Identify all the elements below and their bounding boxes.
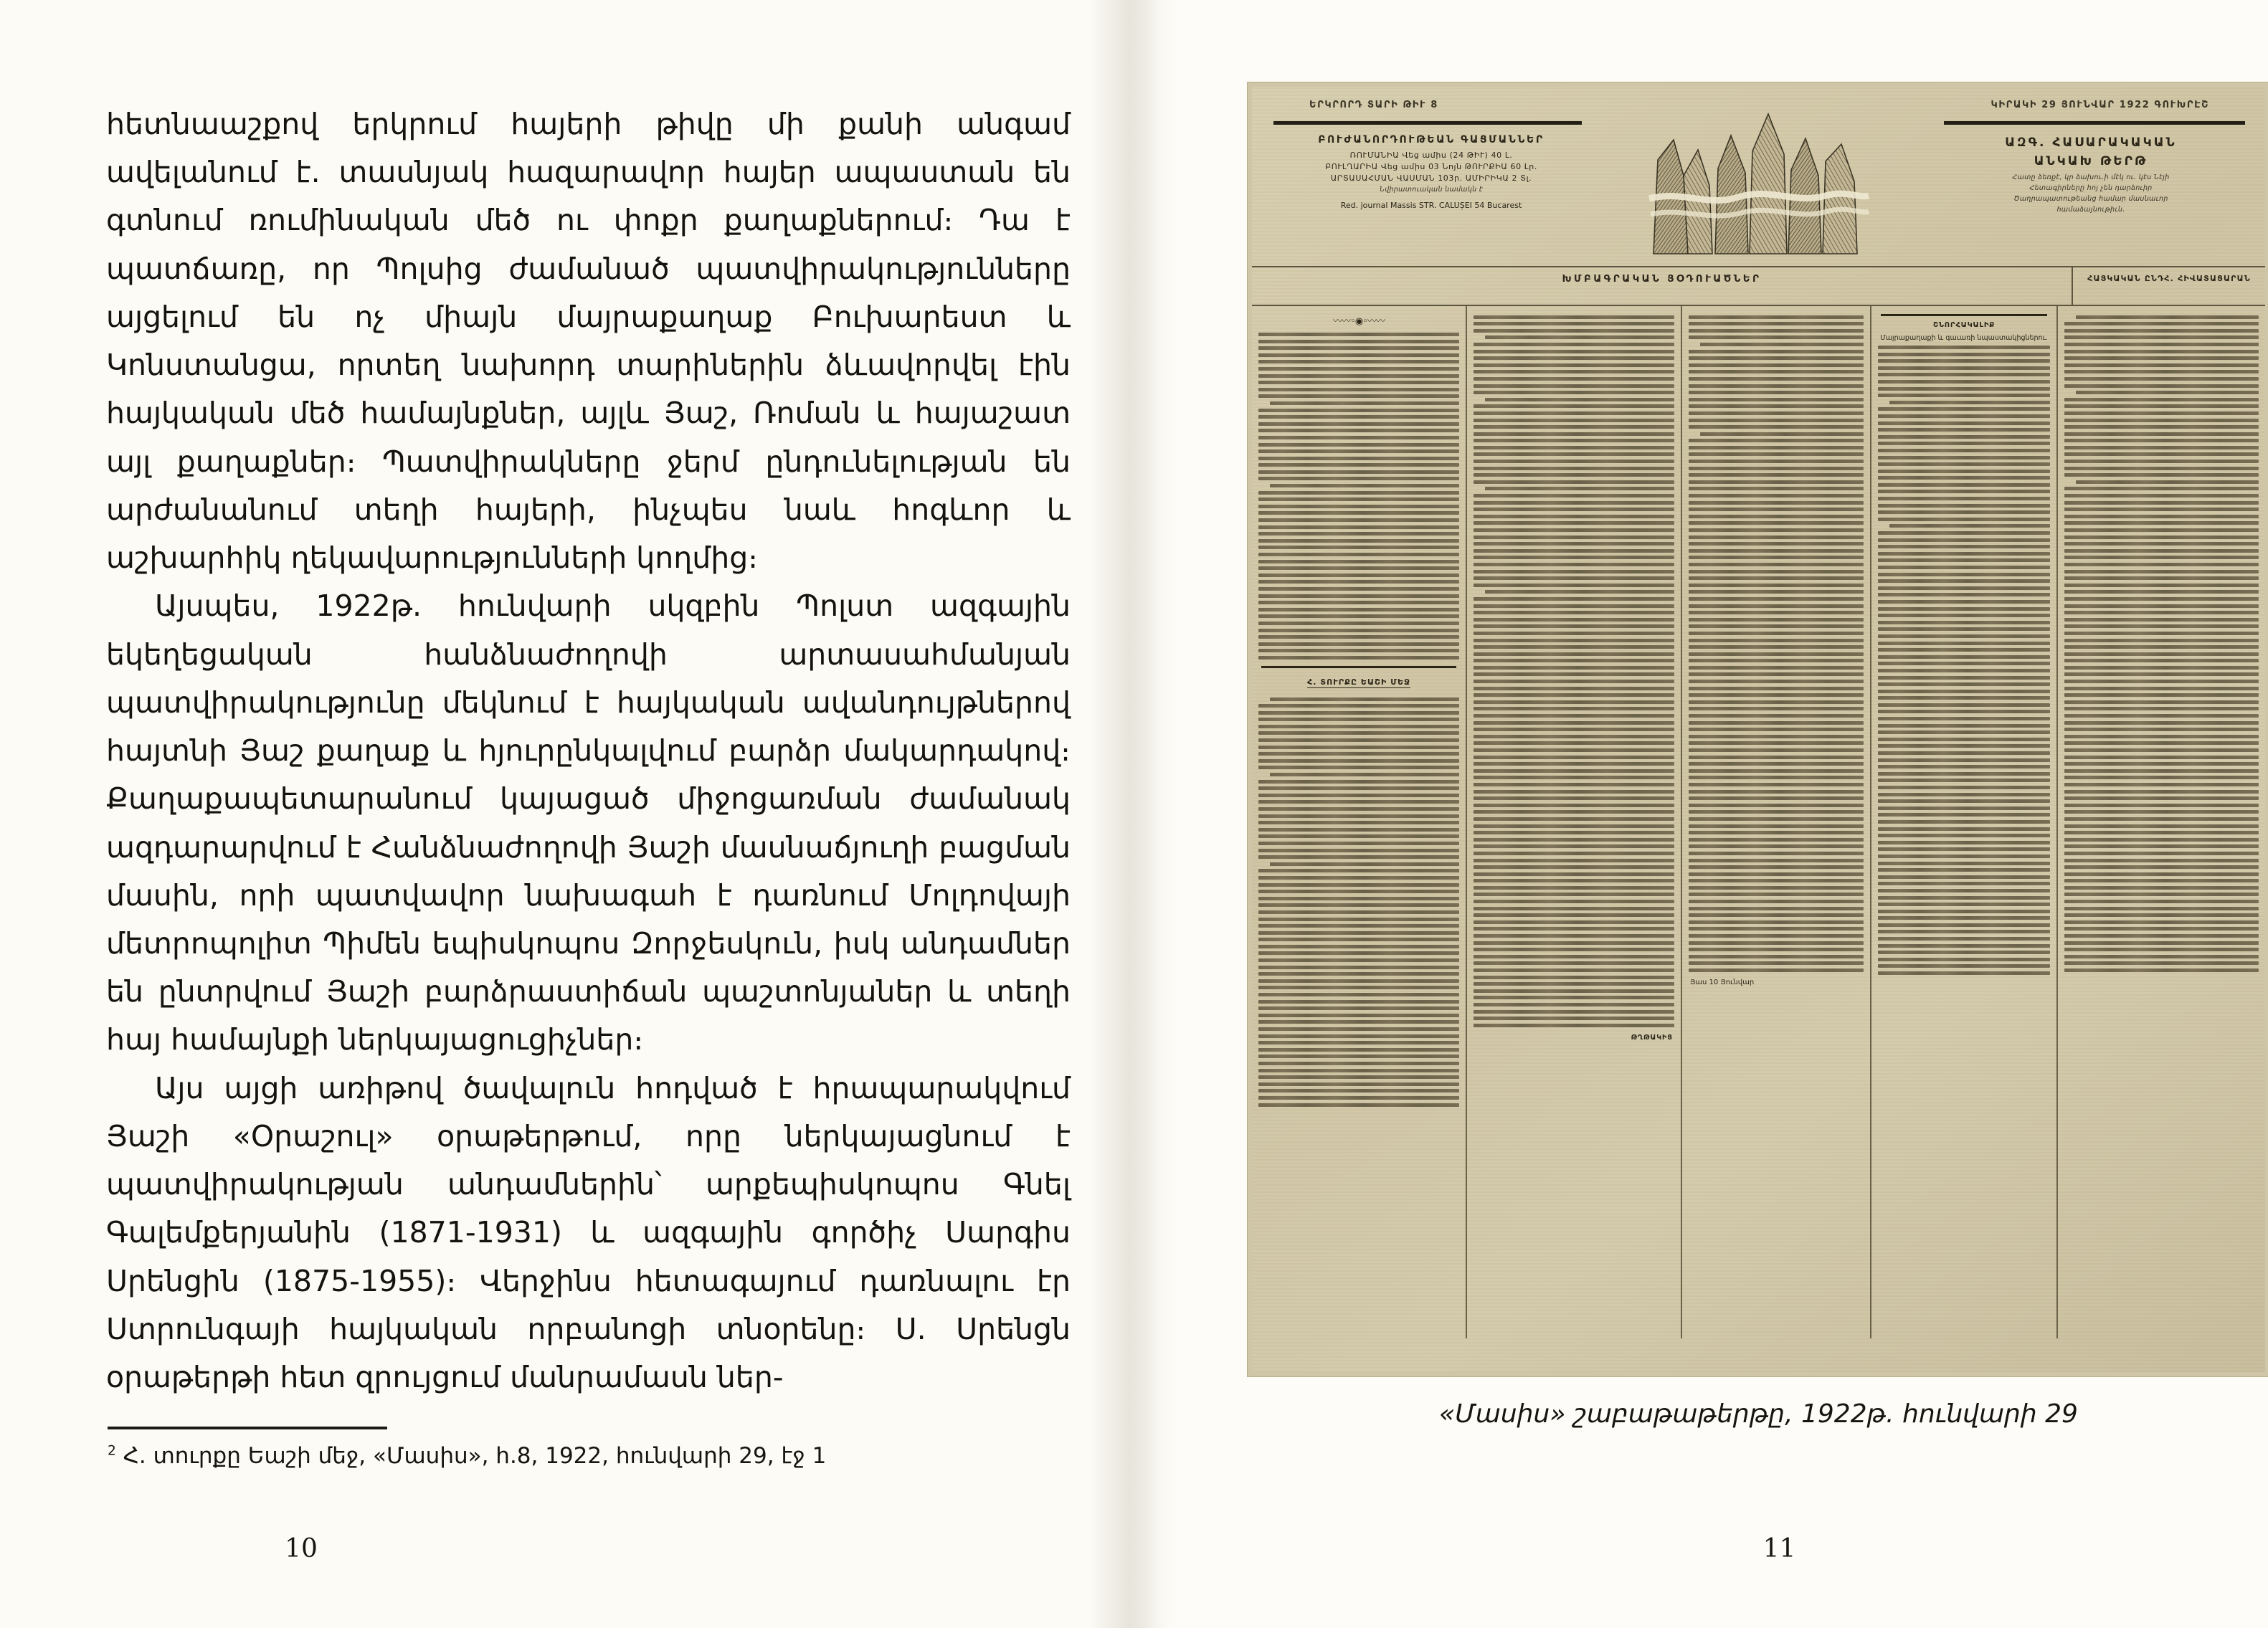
column-text-block [1258, 698, 1459, 1107]
newspaper-masthead [1252, 87, 2265, 267]
slogan-title-2: ԱՆԿԱԽ ԹԵՐԹ [2034, 153, 2148, 168]
right-page [1176, 0, 2268, 1628]
section-title-side: ՀԱՅԿԱԿԱՆ ԸՆԴՀ. ՀԻՎԱՏԱՑԱՐԱՆ [2087, 274, 2251, 283]
subscription-line: ԲՈՒԼՂԱՐԻԱ Վեց ամիս 03 Նոյն ԹՈՒՐՔԻԱ 60 Լր. [1325, 162, 1537, 171]
subscription-title: ԲՈՒԺԱՆՈՐԴՈՒԹԵԱՆ ԳԱՑՄԱՆՆԵՐ [1318, 134, 1545, 146]
slogan-line: Հատը ձեռքէ, կր ձախու.ի մէկ ու. կէս Նէյի [2012, 173, 2170, 181]
masthead-rule-left [1273, 121, 1582, 125]
subscription-block [1273, 134, 1589, 210]
footnote-marker: 2 [108, 1443, 116, 1459]
page-number-right: 11 [1762, 1534, 1796, 1563]
column-text-block [1878, 346, 2050, 975]
figure-caption: «Մասիս» շաբաթաթերթը, 1922թ. հունվարի 29 [1439, 1399, 2078, 1429]
left-page-body [106, 100, 1071, 1401]
editorial-address: Red. journal Massis STR. CALUȘEI 54 Bucarest [1340, 201, 1522, 210]
newspaper-column-4 [1871, 306, 2058, 1338]
newspaper-column-5 [2058, 306, 2265, 1338]
subscription-line: ՌՈՒՄԱՆԻԱ Վեց ամիս (24 ԹԻՒ) 40 Լ. [1349, 151, 1513, 160]
newspaper-scan-image [1248, 82, 2268, 1376]
newspaper-column-2 [1467, 306, 1682, 1338]
issue-number: ԵՐԿՐՈՐԴ ՏԱՐԻ ԹԻՒ 8 [1309, 100, 1438, 110]
subscription-line: ԱՐՏԱՍԱՀՄԱՆ ՎԱՍՄԱՆ 103ր. ԱՄԻՐԻԿԱ 2 Տլ. [1330, 173, 1532, 183]
paragraph-1: հետնաաշքով երկրում հայերի թիվը մի քանի անգամ ավելանում է. տասնյակ հազարավոր հայեր ապաստան են գտնում ռումինական մեծ ու փոքր քաղաքներում։ Դա է պատճառը, որ Պոլսից ժամանած պատվիրակությունները այցելում են ոչ միայն մայրաքաղաք Բուխարեստ և Կոնստանցա, որտեղ նախորդ տարիներին ձևավորվել էին հայկական մեծ համայնքներ, այլև Յաշ, Ռոման և հայաշատ այլ քաղաքներ։ Պատվիրակները ջերմ ընդունելության են արժանանում տեղի հայերի, ինչպես նաև հոգևոր և աշխարհիկ ղեկավարությունների կողմից։ [106, 107, 1071, 576]
issue-date: ԿԻՐԱԿԻ 29 ՅՈՒՆՎԱՐ 1922 ԳՈՒԽՐԷՇ [1991, 100, 2209, 110]
thanks-headline: ՇՆՈՐՀԱԿԱԼԻՔ [1932, 321, 1996, 329]
newspaper-column-1 [1252, 306, 1467, 1338]
column-rule [1261, 666, 1456, 668]
paragraph-3: Այս այցի առիթով ծավալուն հոդված է հրապարակվում Յաշի «Օրաշուլ» օրաթերթում, որը ներկայացնում է պատվիրակության անդամներին՝ արքեպիսկոպոս Գնել Գալեմքերյանին (1871-1931) և ազգային գործիչ Սարգիս Սրենցին (1875-1955)։ Վերջինս հետագայում դառնալու էր Ստրունգայի հայկական որբանոցի տնօրենը։ Ս. Սրենցն օրաթերթի հետ զրույցում մանրամասն ներ- [106, 1070, 1071, 1395]
footnote-divider [108, 1427, 387, 1429]
slogan-line: Հետագիրները հոյ չեն դարձուիր [2029, 184, 2153, 192]
column-rule [1881, 314, 2047, 316]
column-text-block [1258, 333, 1459, 660]
slogan-block [1937, 134, 2245, 216]
slogan-title-1: ԱԶԳ. ՀԱՍԱՐԱԿԱԿԱՆ [2005, 135, 2177, 150]
newspaper-column-3 [1682, 306, 1871, 1338]
book-gutter [1090, 0, 1176, 1628]
column-text-block [1689, 315, 1864, 972]
feature-headline: Հ. ՏՈՒՐՔԸ ԵԱՇԻ ՄԵՋ [1306, 677, 1411, 687]
thanks-subhead: Մայրաքաղաքի և գաւառի նպաստակիցներու. [1880, 334, 2048, 342]
slogan-line: Ծաղրապատութեանց համար մասնաւոր [2013, 195, 2168, 203]
subscription-note: Նվիրատուական նամակն է [1379, 186, 1483, 194]
masthead-rule-right [1944, 121, 2245, 125]
column-text-block [1474, 315, 1674, 1027]
newspaper-columns [1252, 306, 2265, 1338]
footnote-text: Հ. տուրքը Եաշի մեջ, «Մասիս», հ.8, 1922, հունվարի 29, էջ 1 [123, 1443, 827, 1469]
article-signature: ԹՂԹԱԿԻՑ [1631, 1033, 1673, 1042]
masis-mountain-logo-icon [1641, 107, 1877, 257]
left-page [0, 0, 1090, 1628]
footnote [108, 1441, 968, 1472]
article-dateline: Յաս 10 Յունվար [1690, 979, 1755, 986]
paragraph-2: Այսպես, 1922թ. հունվարի սկզբին Պոլստ ազգային եկեղեցական հանձնաժողովի արտասահմանյան պատվիրակությունը մեկնում է հայկական ավանդույթներով հայտնի Յաշ քաղաք և հյուրընկալվում բարձր մակարդակով։ Քաղաքապետարանում կայացած միջոցառման ժամանակ ազդարարվում է Հանձնաժողովի Յաշի մասնաճյուղի բացման մասին, որի պատվավոր նախագահ է դառնում Մոլդովայի մետրոպոլիտ Պիմեն եպիսկոպոս Զորջեսկուն, իսկ անդամներ են ընտրվում Յաշի բարձրաստիճան պաշտոնյաներ և տեղի հայ համայնքի ներկայացուցիչներ։ [106, 589, 1071, 1057]
newspaper-section-header [1252, 267, 2265, 306]
section-title-main: ԽՄԲԱԳՐԱԿԱՆ ՅՕԴՈՒԱԾՆԵՐ [1252, 267, 2073, 305]
ornament-divider-icon: 〰〰◦◉◦〰〰 [1333, 316, 1385, 327]
slogan-line: համաձայնութիւն. [2056, 206, 2125, 214]
column-text-block [2064, 315, 2259, 972]
page-number-left: 10 [285, 1534, 318, 1563]
